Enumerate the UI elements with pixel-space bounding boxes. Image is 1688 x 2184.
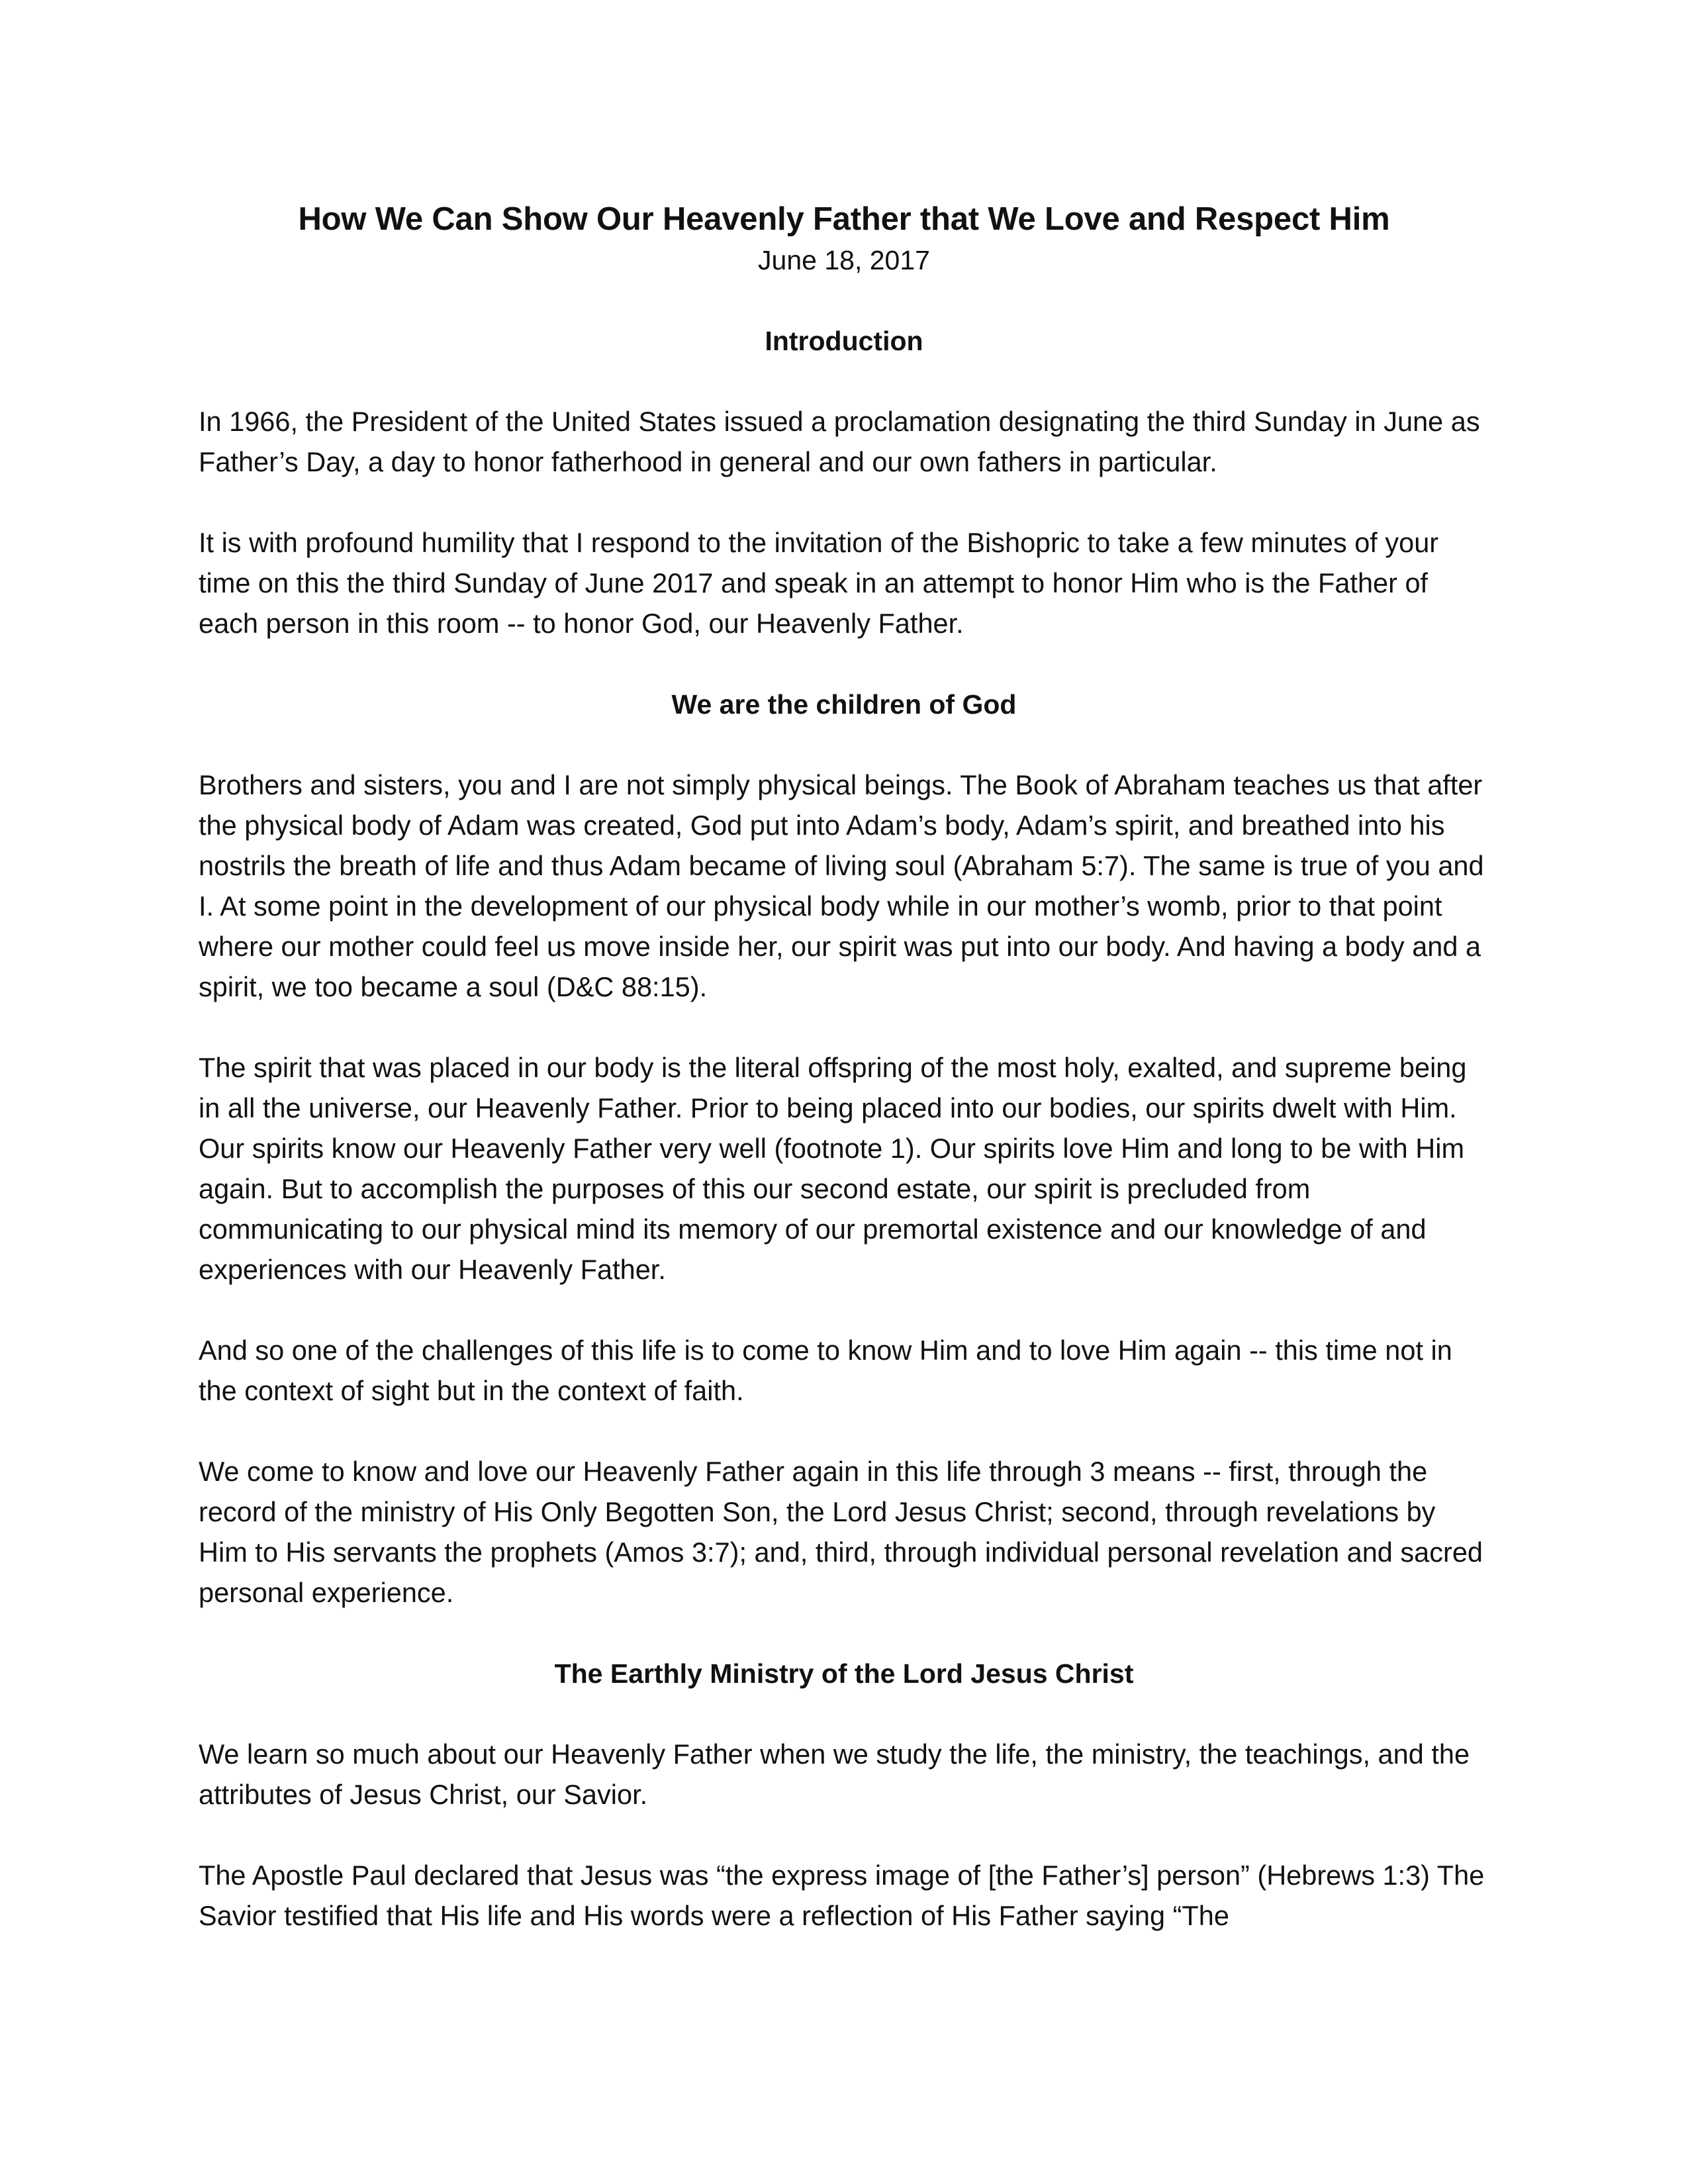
paragraph: And so one of the challenges of this life is to come to know Him and to love Him again -- this time not in the context of sight but in the context of faith. [199,1335,1452,1406]
paragraph: We come to know and love our Heavenly Father again in this life through 3 means -- first, through the record of the ministry of His Only Begotten Son, the Lord Jesus Christ; second, through revelations by Him to His servants the prophets (Amos 3:7); and, third, through individual personal revelation and sacred personal experience. [199,1456,1483,1608]
paragraph: We learn so much about our Heavenly Father when we study the life, the ministry, the teachings, and the attributes of Jesus Christ, our Savior. [199,1738,1470,1810]
section-earthly-ministry [199,1653,1489,1936]
section-heading: The Earthly Ministry of the Lord Jesus Christ [554,1658,1134,1689]
document-page [199,199,1489,1936]
document-title: How We Can Show Our Heavenly Father that We Love and Respect Him [298,201,1390,237]
paragraph: Brothers and sisters, you and I are not simply physical beings. The Book of Abraham teaches us that after the physical body of Adam was created, God put into Adam’s body, Adam’s spirit, and breathed into his nostrils the breath of life and thus Adam became of living soul (Abraham 5:7). The same is true of you and I. At some point in the development of our physical body while in our mother’s womb, prior to that point where our mother could feel us move inside her, our spirit was put into our body. And having a body and a spirit, we too became a soul (D&C 88:15). [199,769,1484,1002]
section-children-of-god [199,684,1489,1613]
paragraph: In 1966, the President of the United States issued a proclamation designating the third Sunday in June as Father’s Day, a day to honor fatherhood in general and our own fathers in particular. [199,406,1480,477]
section-introduction [199,320,1489,643]
section-heading: We are the children of God [671,689,1017,720]
paragraph: The Apostle Paul declared that Jesus was “the express image of [the Father’s] person” (Hebrews 1:3) The Savior testified that His life and His words were a reflection of His Father saying “The [199,1860,1485,1931]
section-heading: Introduction [765,326,923,356]
document-date: June 18, 2017 [758,245,930,275]
paragraph: The spirit that was placed in our body is the literal offspring of the most holy, exalted, and supreme being in all the universe, our Heavenly Father. Prior to being placed into our bodies, our spirits dwelt with Him. Our spirits know our Heavenly Father very well (footnote 1). Our spirits love Him and long to be with Him again. But to accomplish the purposes of this our second estate, our spirit is precluded from communicating to our physical mind its memory of our premortal existence and our knowledge of and experiences with our Heavenly Father. [199,1052,1467,1285]
paragraph: It is with profound humility that I respond to the invitation of the Bishopric to take a few minutes of your time on this the third Sunday of June 2017 and speak in an attempt to honor Him who is the Father of each person in this room -- to honor God, our Heavenly Father. [199,527,1439,639]
